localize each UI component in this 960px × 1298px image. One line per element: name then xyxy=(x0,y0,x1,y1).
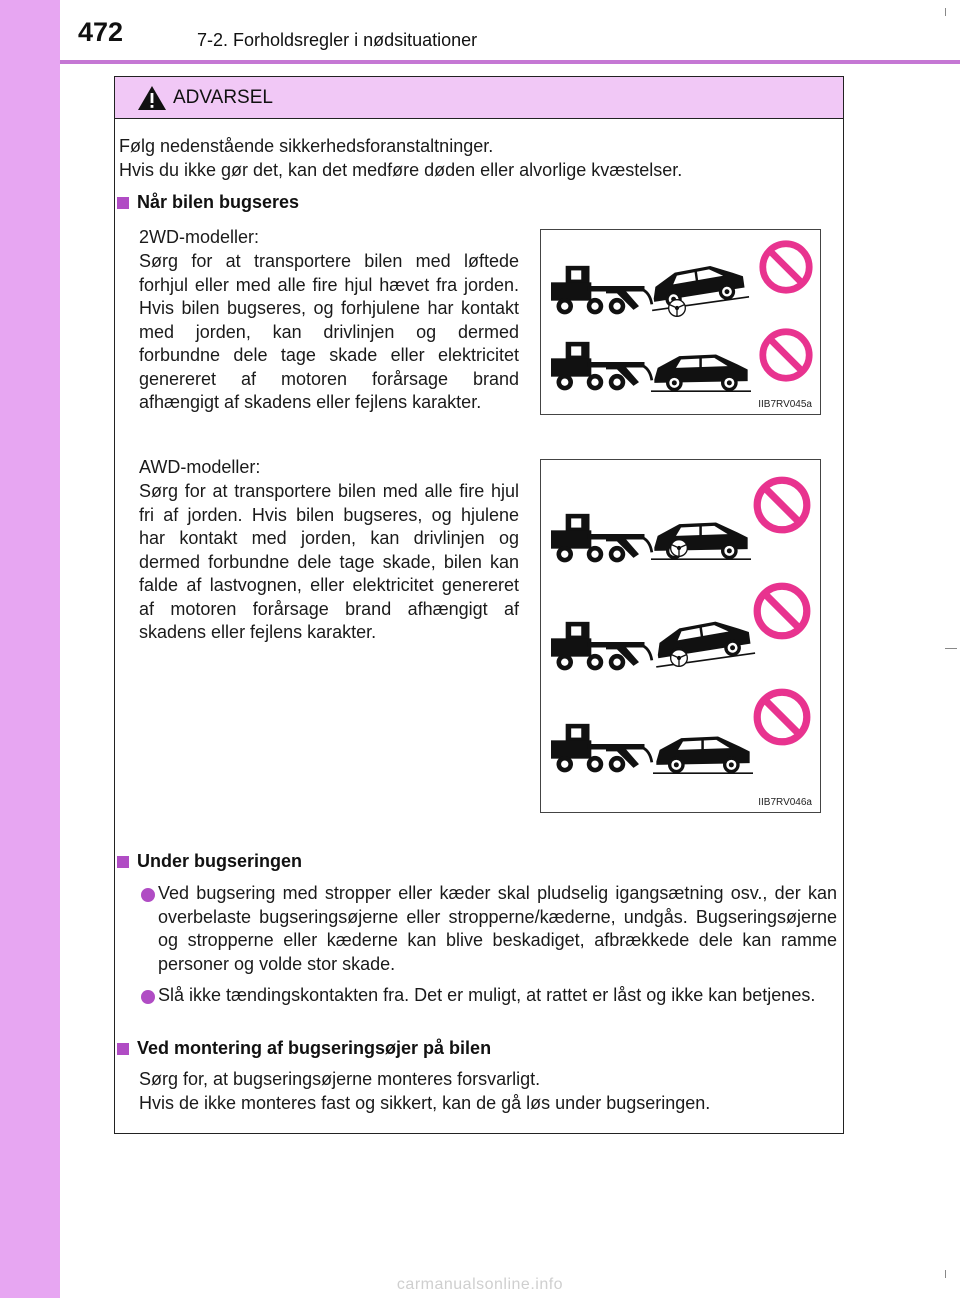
footer-watermark: carmanualsonline.info xyxy=(396,1276,564,1293)
section-title: 7-2. Forholdsregler i nødsituationer xyxy=(197,30,478,50)
block-label-awd: AWD-modeller: xyxy=(139,457,261,477)
section-bullet-square xyxy=(117,856,129,868)
bullet-dot xyxy=(141,888,155,902)
prohibited-icon xyxy=(763,332,809,378)
section-bullet-square xyxy=(117,197,129,209)
block-text-2wd: Sørg for at transportere bilen med løftede forhjul eller med alle fire hjul hævet fra jorden. Hvis bilen bugseres, og forhjulene har kontakt med jorden, kan drivlinjen og dermed forbundne dele tage skade eller elektricitet genereret af motoren forårsage brand afhængigt af skadens eller fejlens karakter. xyxy=(139,251,519,412)
tow-truck-icon xyxy=(551,514,652,563)
figure-awd-illustration xyxy=(541,460,820,812)
warning-intro-line-1: Følg nedenstående sikkerhedsforanstaltninger. xyxy=(119,136,494,156)
car-icon xyxy=(647,261,749,310)
tow-truck-icon xyxy=(551,724,652,773)
page-number: 472 xyxy=(78,17,124,47)
crop-mark xyxy=(945,648,957,649)
tow-truck-icon xyxy=(551,622,652,671)
warning-triangle-icon xyxy=(137,85,167,111)
warning-box xyxy=(114,76,844,1134)
block-label-2wd: 2WD-modeller: xyxy=(139,227,260,247)
crop-mark xyxy=(945,8,946,16)
figure-code: IIB7RV045a xyxy=(758,399,812,410)
warning-header xyxy=(115,77,843,119)
prohibited-icon xyxy=(757,586,807,636)
car-icon xyxy=(651,617,755,667)
section-bullet-square xyxy=(117,1043,129,1055)
steering-wheel-icon xyxy=(669,300,686,317)
car-icon xyxy=(651,523,751,560)
eyelets-text-line-2: Hvis de ikke monteres fast og sikkert, kan de gå løs under bugseringen. xyxy=(139,1093,711,1113)
steering-wheel-icon xyxy=(671,650,688,667)
tow-truck-icon xyxy=(551,266,652,315)
figure-awd xyxy=(540,459,821,813)
prohibited-icon xyxy=(763,244,809,290)
figure-code: IIB7RV046a xyxy=(758,797,812,808)
prohibited-icon xyxy=(757,480,807,530)
block-text-awd: Sørg for at transportere bilen med alle fire hjul fri af jorden. Hvis bilen bugseres, og hjulene har kontakt med jorden, kan drivlinjen og dermed forbundne dele tage skade, bilen kan falde af lastvognen, eller elektricitet genereret af motoren forårsage brand afhængigt af skadens eller fejlens karakter. xyxy=(139,481,519,642)
header-rule xyxy=(60,60,960,64)
eyelets-text-line-1: Sørg for, at bugseringsøjerne monteres forsvarligt. xyxy=(139,1069,541,1089)
warning-intro-line-2: Hvis du ikke gør det, kan det medføre døden eller alvorlige kvæstelser. xyxy=(119,160,683,180)
prohibited-icon xyxy=(757,692,807,742)
figure-2wd xyxy=(540,229,821,415)
bullet-dot xyxy=(141,990,155,1004)
left-margin-band xyxy=(0,0,60,1298)
section-heading-towing: Når bilen bugseres xyxy=(137,192,300,212)
bullet-text-straps: Ved bugsering med stropper eller kæder skal pludselig igangsætning osv., der kan overbelaste bugseringsøjerne eller stropperne/kæderne, undgås. Bugseringsøjerne og stropperne eller kæderne kan blive beskadiget, afbrækkede dele kan ramme personer og volde stor skade. xyxy=(158,883,837,974)
car-icon xyxy=(653,737,753,774)
warning-title: ADVARSEL xyxy=(173,87,273,108)
tow-truck-icon xyxy=(551,342,652,391)
steering-wheel-icon xyxy=(671,540,688,557)
figure-2wd-illustration xyxy=(541,230,820,414)
car-icon xyxy=(651,355,751,392)
section-heading-during-towing: Under bugseringen xyxy=(137,851,303,871)
section-heading-towing-eyelets: Ved montering af bugseringsøjer på bilen xyxy=(137,1038,492,1058)
bullet-text-ignition: Slå ikke tændingskontakten fra. Det er muligt, at rattet er låst og ikke kan betjenes. xyxy=(158,985,816,1005)
